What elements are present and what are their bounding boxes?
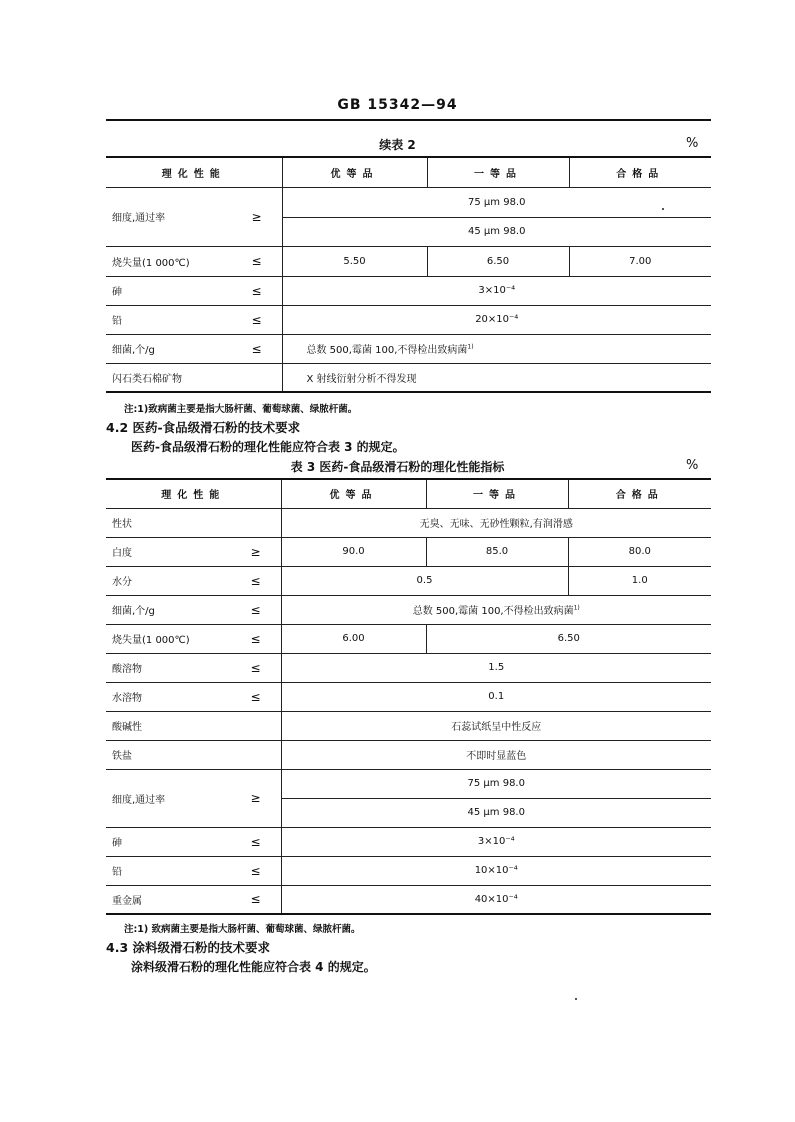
row-symbol: ≤ xyxy=(236,624,281,653)
header-rule xyxy=(106,119,711,121)
col-header: 优等品 xyxy=(282,157,427,187)
row-label: 铅 xyxy=(106,305,236,334)
cell: 6.50 xyxy=(427,246,569,276)
row-label: 铁盐 xyxy=(106,740,281,769)
cell: 6.50 xyxy=(426,624,711,653)
cell: 无臭、无味、无砂性颗粒,有润滑感 xyxy=(281,508,711,537)
section-4-2-title: 4.2 医药-食品级滑石粉的技术要求 xyxy=(106,420,301,435)
cell: 45 μm 98.0 xyxy=(282,217,711,246)
standard-code: GB 15342—94 xyxy=(337,97,458,113)
table3-note: 注:1) 致病菌主要是指大肠杆菌、葡萄球菌、绿脓杆菌。 xyxy=(124,924,361,935)
row-label: 烧失量(1 000℃) xyxy=(106,624,236,653)
row-label: 细菌,个/g xyxy=(106,334,236,363)
row-symbol: ≥ xyxy=(236,537,281,566)
col-header: 合格品 xyxy=(569,157,711,187)
row-symbol: ≤ xyxy=(236,305,282,334)
col-header: 一等品 xyxy=(427,157,569,187)
table2 xyxy=(106,156,711,393)
row-label: 细菌,个/g xyxy=(106,595,236,624)
cell: 90.0 xyxy=(281,537,426,566)
cell: 3×10⁻⁴ xyxy=(282,276,711,305)
section-4-3-title: 4.3 涂料级滑石粉的技术要求 xyxy=(106,940,270,955)
row-symbol: ≤ xyxy=(236,856,281,885)
cell: 85.0 xyxy=(426,537,568,566)
row-label: 砷 xyxy=(106,827,236,856)
table2-unit: % xyxy=(686,136,699,151)
scan-speck xyxy=(575,998,577,1000)
row-label: 酸碱性 xyxy=(106,711,281,740)
row-symbol: ≤ xyxy=(236,334,282,363)
row-label: 细度,通过率 xyxy=(106,187,236,246)
row-label: 砷 xyxy=(106,276,236,305)
row-label: 白度 xyxy=(106,537,236,566)
col-header: 合格品 xyxy=(568,479,711,508)
col-header: 一等品 xyxy=(426,479,568,508)
row-symbol: ≤ xyxy=(236,566,281,595)
cell: 3×10⁻⁴ xyxy=(281,827,711,856)
row-symbol: ≤ xyxy=(236,885,281,914)
row-symbol: ≤ xyxy=(236,682,281,711)
cell: 石蕊试纸呈中性反应 xyxy=(281,711,711,740)
table3-unit: % xyxy=(686,458,699,473)
scan-speck xyxy=(662,208,664,210)
cell: 40×10⁻⁴ xyxy=(281,885,711,914)
row-label: 水溶物 xyxy=(106,682,236,711)
cell: 0.1 xyxy=(281,682,711,711)
row-label: 闪石类石棉矿物 xyxy=(106,363,282,392)
table2-note: 注:1)致病菌主要是指大肠杆菌、葡萄球菌、绿脓杆菌。 xyxy=(124,404,358,415)
cell: 7.00 xyxy=(569,246,711,276)
cell: 75 μm 98.0 xyxy=(281,769,711,798)
col-header: 理化性能 xyxy=(106,157,282,187)
cell: X 射线衍射分析不得发现 xyxy=(282,363,711,392)
table2-caption: 续表 2 xyxy=(379,138,416,152)
row-label: 酸溶物 xyxy=(106,653,236,682)
row-symbol: ≤ xyxy=(236,827,281,856)
col-header: 优等品 xyxy=(281,479,426,508)
cell: 20×10⁻⁴ xyxy=(282,305,711,334)
cell: 75 μm 98.0 xyxy=(282,187,711,217)
table3-caption: 表 3 医药-食品级滑石粉的理化性能指标 xyxy=(290,460,505,474)
cell: 总数 500,霉菌 100,不得检出致病菌$^{1)}$ xyxy=(281,595,711,624)
section-4-3-text: 涂料级滑石粉的理化性能应符合表 4 的规定。 xyxy=(131,960,376,974)
cell: 6.00 xyxy=(281,624,426,653)
row-symbol: ≤ xyxy=(236,276,282,305)
row-symbol: ≥ xyxy=(236,187,282,246)
cell: 1.0 xyxy=(568,566,711,595)
row-symbol: ≥ xyxy=(236,769,281,827)
row-label: 水分 xyxy=(106,566,236,595)
table3 xyxy=(106,478,711,915)
row-symbol: ≤ xyxy=(236,246,282,276)
row-symbol: ≤ xyxy=(236,653,281,682)
cell: 不即时显蓝色 xyxy=(281,740,711,769)
section-4-2-text: 医药-食品级滑石粉的理化性能应符合表 3 的规定。 xyxy=(131,440,405,454)
cell: 5.50 xyxy=(282,246,427,276)
cell: 总数 500,霉菌 100,不得检出致病菌$^{1)}$ xyxy=(282,334,711,363)
cell: 1.5 xyxy=(281,653,711,682)
cell: 10×10⁻⁴ xyxy=(281,856,711,885)
row-label: 重金属 xyxy=(106,885,236,914)
row-label: 细度,通过率 xyxy=(106,769,236,827)
cell: 45 μm 98.0 xyxy=(281,798,711,827)
row-label: 性状 xyxy=(106,508,281,537)
cell: 80.0 xyxy=(568,537,711,566)
row-label: 烧失量(1 000℃) xyxy=(106,246,236,276)
cell: 0.5 xyxy=(281,566,568,595)
row-label: 铅 xyxy=(106,856,236,885)
row-symbol: ≤ xyxy=(236,595,281,624)
col-header: 理化性能 xyxy=(106,479,281,508)
